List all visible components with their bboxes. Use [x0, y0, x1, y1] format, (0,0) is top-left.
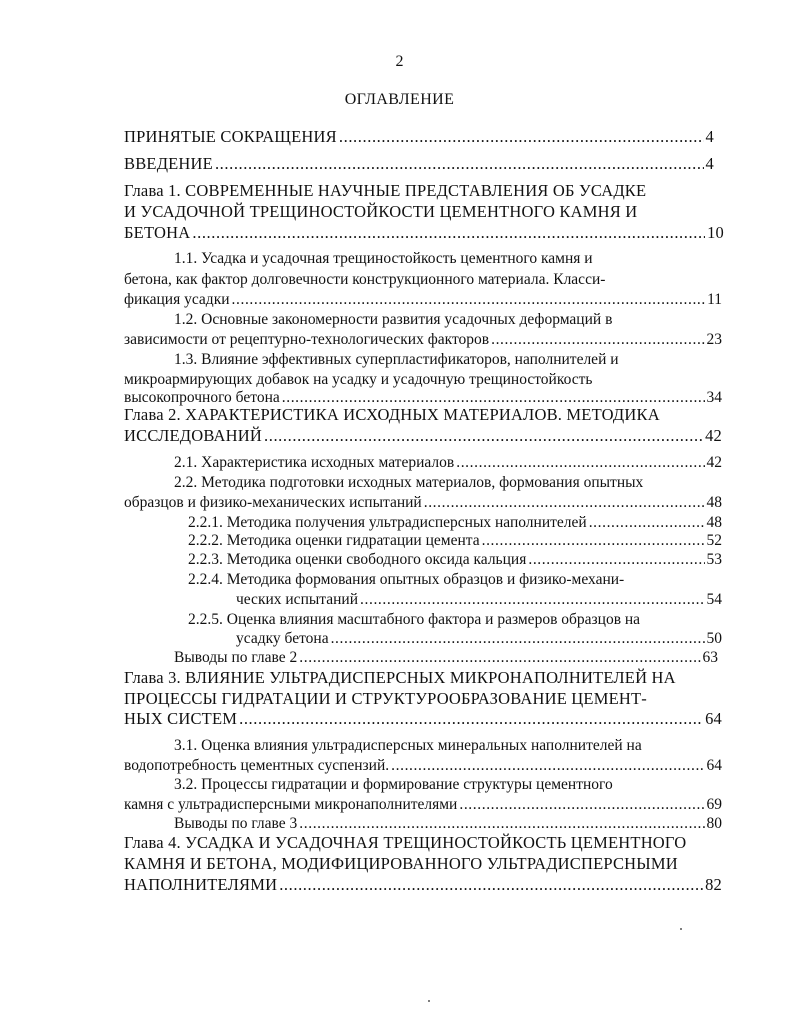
toc-entry-text: фикация усадки [124, 291, 230, 308]
toc-entry-text: 2.1. Характеристика исходных материалов [174, 454, 455, 471]
toc-section-1-1-line-2: бетона, как фактор долговечности конструкционного материала. Класси- [124, 271, 606, 288]
toc-entry-text: Выводы по главе 2 [174, 649, 298, 666]
toc-entry-text: ПРИНЯТЫЕ СОКРАЩЕНИЯ [124, 127, 337, 146]
toc-conclusions-chapter-3 [174, 814, 722, 834]
toc-entry-text: Выводы по главе 3 [174, 815, 298, 832]
toc-page-number: 64 [706, 757, 722, 774]
toc-page-number: 42 [705, 426, 722, 445]
toc-section-2-2-line-1: 2.2. Методика подготовки исходных материалов, формования опытных [174, 474, 644, 491]
toc-entry-text: зависимости от рецептурно-технологических факторов [124, 331, 490, 348]
toc-page-number: 4 [705, 127, 714, 146]
toc-chapter-2-line-1: Глава 2. ХАРАКТЕРИСТИКА ИСХОДНЫХ МАТЕРИАЛОВ. МЕТОДИКА [124, 405, 660, 424]
toc-chapter-3-last-line [124, 709, 722, 729]
toc-page-number: 34 [706, 389, 722, 406]
toc-section-1-1-last-line [124, 290, 722, 310]
toc-entry-text: 2.2.2. Методика оценки гидратации цемента [188, 532, 480, 549]
toc-chapter-1-line-1: Глава 1. СОВРЕМЕННЫЕ НАУЧНЫЕ ПРЕДСТАВЛЕНИЯ ОБ УСАДКЕ [124, 181, 647, 200]
toc-entry-text: образцов и физико-механических испытаний [124, 494, 422, 511]
toc-chapter-4-line-2: КАМНЯ И БЕТОНА, МОДИФИЦИРОВАННОГО УЛЬТРАДИСПЕРСНЫМИ [124, 854, 678, 873]
toc-section-2-2-5-line-1: 2.2.5. Оценка влияния масштабного фактора и размеров образцов на [188, 611, 641, 628]
toc-entry-text: ВВЕДЕНИЕ [124, 154, 213, 173]
toc-chapter-1-line-2: И УСАДОЧНОЙ ТРЕЩИНОСТОЙКОСТИ ЦЕМЕНТНОГО КАМНЯ И [124, 202, 638, 221]
toc-chapter-3-line-2: ПРОЦЕССЫ ГИДРАТАЦИИ И СТРУКТУРООБРАЗОВАНИЕ ЦЕМЕНТ- [124, 689, 647, 708]
toc-section-1-3-line-2: микроармирующих добавок на усадку и усадочную трещиностойкость [124, 371, 593, 388]
toc-section-2-2-3 [188, 550, 722, 570]
toc-entry-text: высокопрочного бетона [124, 389, 280, 406]
toc-chapter-4-line-1: Глава 4. УСАДКА И УСАДОЧНАЯ ТРЕЩИНОСТОЙКОСТЬ ЦЕМЕНТНОГО [124, 833, 687, 852]
toc-title: ОГЛАВЛЕНИЕ [344, 91, 455, 108]
toc-section-3-2-last-line [124, 795, 722, 815]
toc-entry-text: водопотребность цементных суспензий. [124, 757, 390, 774]
toc-entry-abbreviations [124, 127, 714, 147]
toc-chapter-1-last-line [124, 223, 724, 243]
toc-chapter-2-last-line [124, 426, 722, 446]
toc-section-2-2-4-line-1: 2.2.4. Методика формования опытных образцов и физико-механи- [188, 571, 625, 588]
page-number: 2 [395, 53, 404, 70]
toc-section-3-2-line-1: 3.2. Процессы гидратации и формирование структуры цементного [174, 776, 613, 793]
toc-page-number: 48 [706, 494, 722, 511]
toc-chapter-3-line-1: Глава 3. ВЛИЯНИЕ УЛЬТРАДИСПЕРСНЫХ МИКРОНАПОЛНИТЕЛЕЙ НА [124, 668, 676, 687]
toc-entry-text: 2.2.3. Методика оценки свободного оксида кальция [188, 551, 527, 568]
toc-page-number: 52 [706, 532, 722, 549]
toc-entry-text: ИССЛЕДОВАНИЙ [124, 426, 262, 445]
toc-entry-text: НЫХ СИСТЕМ [124, 709, 238, 728]
toc-entry-text: усадку бетона [236, 630, 329, 647]
toc-section-3-1-last-line [124, 756, 722, 776]
toc-page-number: 50 [706, 630, 722, 647]
toc-chapter-4-last-line [124, 875, 722, 895]
toc-page-number: 10 [707, 223, 724, 242]
toc-entry-text: БЕТОНА [124, 223, 191, 242]
toc-section-2-2-4-last-line [236, 590, 722, 610]
toc-page-number: 82 [705, 875, 722, 894]
toc-section-2-2-last-line [124, 493, 722, 513]
toc-page-number: 42 [706, 454, 722, 471]
toc-page-number: 23 [706, 331, 722, 348]
toc-page-number: 64 [705, 709, 722, 728]
toc-entry-text: ческих испытаний [236, 591, 359, 608]
toc-entry-text: камня с ультрадисперсными микронаполнителями [124, 796, 458, 813]
toc-section-2-2-5-last-line [236, 629, 722, 649]
toc-page-number: 80 [706, 815, 722, 832]
toc-section-1-1-line-1: 1.1. Усадка и усадочная трещиностойкость цементного камня и [174, 250, 593, 267]
toc-section-2-1 [174, 453, 722, 473]
toc-section-1-2-line-1: 1.2. Основные закономерности развития усадочных деформаций в [174, 311, 613, 328]
scan-speck [680, 928, 682, 930]
toc-page-number: 69 [706, 796, 722, 813]
toc-page-number: 63 [702, 649, 718, 666]
toc-section-1-3-line-1: 1.3. Влияние эффективных суперпластификаторов, наполнителей и [174, 351, 619, 368]
toc-page-number: 4 [705, 154, 714, 173]
toc-page-number: 48 [706, 514, 722, 531]
toc-page-number: 11 [707, 291, 722, 308]
toc-page-number: 54 [706, 591, 722, 608]
toc-conclusions-chapter-2 [174, 648, 718, 668]
scan-speck [428, 1000, 430, 1002]
toc-section-3-1-line-1: 3.1. Оценка влияния ультрадисперсных минеральных наполнителей на [174, 737, 642, 754]
toc-entry-text: НАПОЛНИТЕЛЯМИ [124, 875, 278, 894]
toc-page-number: 53 [706, 551, 722, 568]
toc-section-1-2-last-line [124, 330, 722, 350]
toc-entry-introduction [124, 154, 714, 174]
toc-section-2-2-1 [188, 513, 722, 533]
toc-entry-text: 2.2.1. Методика получения ультрадисперсных наполнителей [188, 514, 587, 531]
toc-section-2-2-2 [188, 531, 722, 551]
